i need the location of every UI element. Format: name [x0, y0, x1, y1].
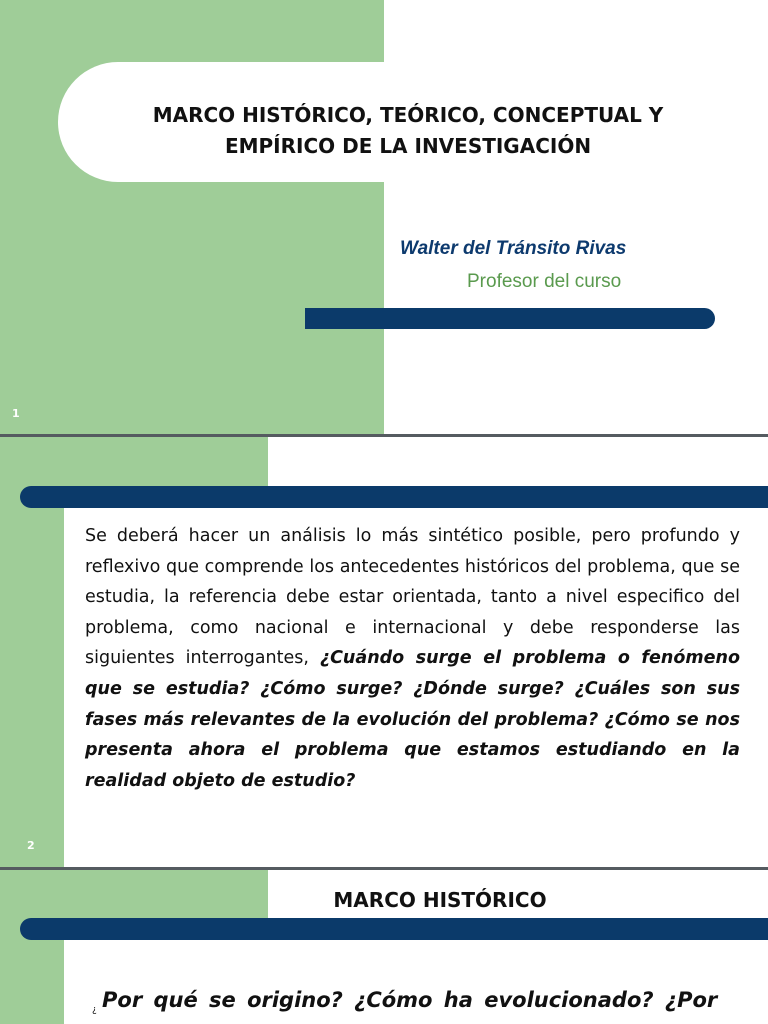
body-paragraph	[85, 521, 740, 796]
slide-title	[108, 100, 708, 162]
slide-3	[0, 870, 768, 1024]
question-mark: ¿	[92, 1005, 97, 1015]
title-line-2: EMPÍRICO DE LA INVESTIGACIÓN	[224, 134, 592, 158]
question-text: Por qué se origino? ¿Cómo ha evolucionado? ¿Por	[102, 988, 718, 1012]
title-line-1: MARCO HISTÓRICO, TEÓRICO, CONCEPTUAL Y	[152, 103, 664, 127]
accent-bar	[20, 486, 768, 508]
paragraph-text: Se deberá hacer un análisis lo más sintético posible, pero profundo y reflexivo que comprende los antecedentes históricos del problema, que se estudia, la referencia debe estar orientada, tanto a nivel especifico del problema, como nacional e internacional y debe responderse las siguientes interrogantes,	[85, 526, 740, 669]
slide-number: 2	[27, 839, 35, 852]
author-name: Walter del Tránsito Rivas	[400, 238, 627, 259]
author-role: Profesor del curso	[467, 271, 622, 292]
slide-heading: MARCO HISTÓRICO	[333, 888, 547, 912]
slide-2	[0, 437, 768, 867]
accent-bar	[305, 308, 715, 329]
slide-number: 1	[12, 407, 20, 420]
slide-1	[0, 0, 768, 434]
paragraph-questions: ¿Cuándo surge el problema o fenómeno que se estudia? ¿Cómo surge? ¿Dónde surge? ¿Cuáles son sus fases más relevantes de la evolución del problema? ¿Cómo se nos presenta ahora el problema que estamos estudiando en la realidad objeto de estudio?	[85, 648, 740, 791]
accent-bar	[20, 918, 768, 940]
